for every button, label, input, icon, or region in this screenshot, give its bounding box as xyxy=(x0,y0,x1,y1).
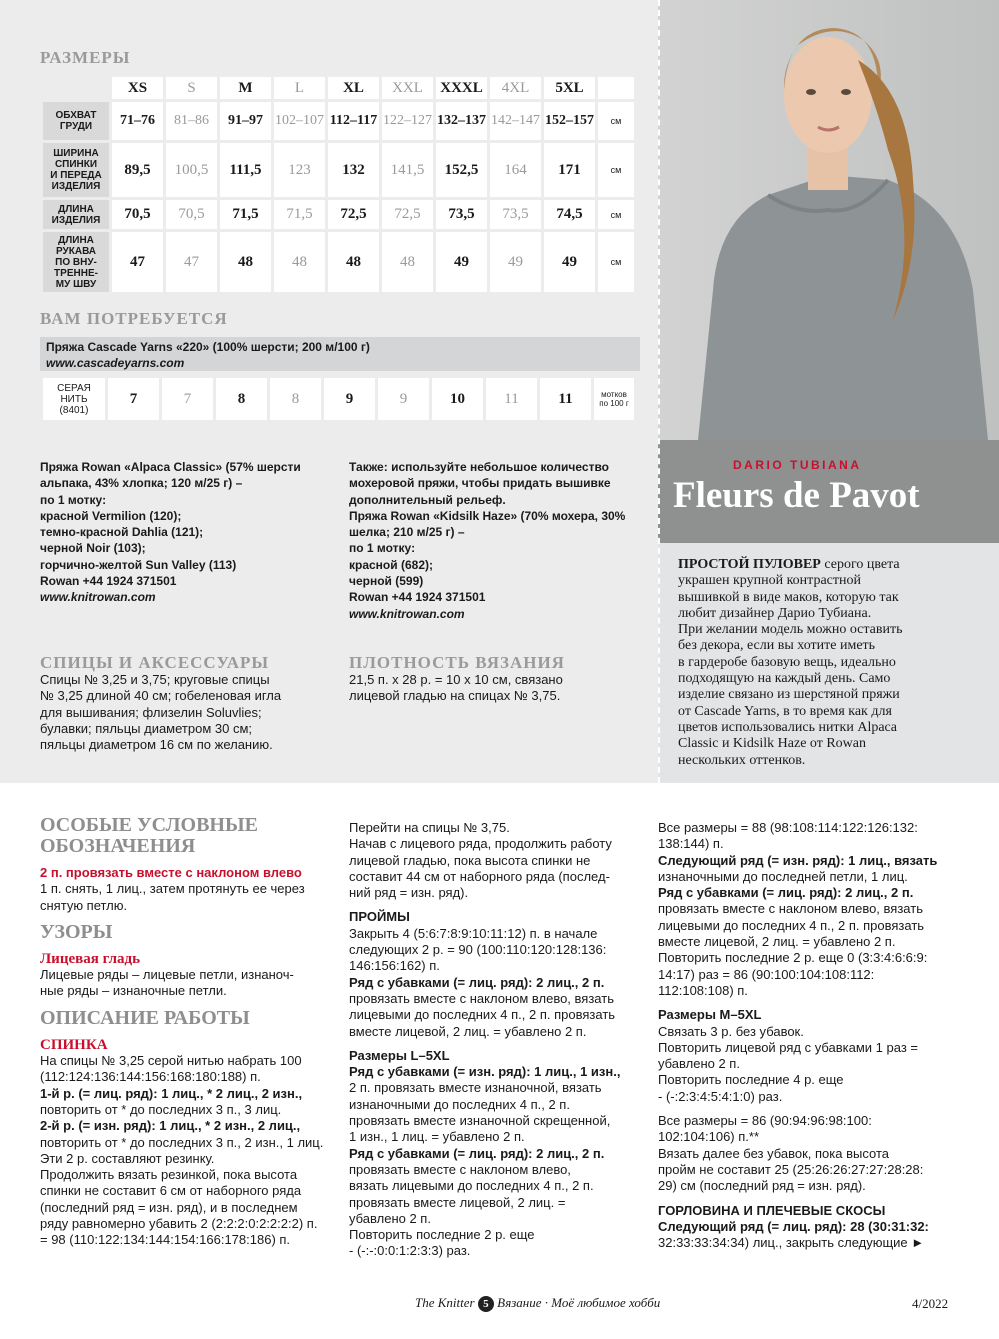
text-line: 2-й р. (= изн. ряд): 1 лиц., * 2 изн., 2 лиц., xyxy=(40,1118,301,1134)
text-line: Начав с лицевого ряда, продолжить работу xyxy=(349,836,612,852)
text-line: провязать вместе с наклоном влево, xyxy=(349,1161,571,1177)
text-line: лицевой гладью, пока высота спинки не xyxy=(349,852,591,868)
label-line: НИТЬ xyxy=(60,393,88,405)
text-line: вместе лицевой, 2 лиц. = убавлено 2 п. xyxy=(349,1023,587,1039)
text-line: составит 44 см от наборного ряда (послед- xyxy=(349,868,610,884)
size-header: XL xyxy=(328,77,379,99)
text-line: провязать вместе лицевой, 2 лиц. = xyxy=(349,1194,566,1210)
text-line: 1-й р. (= лиц. ряд): 1 лиц., * 2 лиц., 2 изн., xyxy=(40,1085,303,1101)
column-1 xyxy=(40,815,323,1249)
text-line: для вышивания; флизелин Soluvlies; xyxy=(40,704,262,720)
also-block xyxy=(349,459,625,622)
footer xyxy=(415,1295,660,1312)
table-cell: 72,5 xyxy=(382,200,433,229)
text-line: Продолжить вязать резинкой, пока высота xyxy=(40,1167,298,1183)
text-line: ряду равномерно убавить 2 (2:2:2:0:2:2:2:2) п. xyxy=(40,1216,318,1232)
label-line: ОБХВАТ xyxy=(55,110,97,121)
intro-lead: ПРОСТОЙ ПУЛОВЕР xyxy=(678,557,821,572)
text-line: провязать вместе с наклоном влево, вязать xyxy=(349,990,614,1006)
table-cell: 47 xyxy=(112,232,163,292)
text-line: Ряд с убавками (= лиц. ряд): 2 лиц., 2 п. xyxy=(658,885,914,901)
label-line: СЕРАЯ xyxy=(57,382,91,394)
text-line: спинки не составит 6 см от наборного ряда xyxy=(40,1183,302,1199)
text-line: При желании модель можно оставить xyxy=(678,622,903,638)
text-line: лицевой гладью на спицах № 3,75. xyxy=(349,688,561,704)
text-line: - (-:-:0:0:1:2:3:3) раз. xyxy=(349,1243,471,1259)
text-line: провязать вместе с наклоном влево, вязать xyxy=(658,901,923,917)
table-cell: 142–147 xyxy=(490,102,541,140)
symbols-title: ОБОЗНАЧЕНИЯ xyxy=(40,835,196,857)
text-line: Следующий ряд (= изн. ряд): 1 лиц., вязать xyxy=(658,852,938,868)
size-header: 4XL xyxy=(490,77,541,99)
row-label-width xyxy=(43,143,109,197)
text-line: 146:156:162) п. xyxy=(349,958,440,974)
dashed-divider xyxy=(658,0,660,783)
text-line: Связать 3 р. без убавок. xyxy=(658,1023,804,1039)
text-line: 2 п. провязать вместе изнаночной, вязать xyxy=(349,1080,602,1096)
text-line: Повторить последние 4 р. еще xyxy=(658,1072,844,1088)
text-line: Повторить последние 2 р. еще 0 (3:3:4:6:6:9: xyxy=(658,950,928,966)
text-line: изнаночными до последней петли, 1 лиц. xyxy=(658,868,908,884)
sizes-title: РАЗМЕРЫ xyxy=(40,48,131,67)
text-line: мохеровой пряжи, чтобы придать вышивке xyxy=(349,476,611,491)
text-line: На спицы № 3,25 серой нитью набрать 100 xyxy=(40,1053,302,1069)
description-title: ОПИСАНИЕ РАБОТЫ xyxy=(40,1006,250,1029)
text-line: № 3,25 длиной 40 см; гобеленовая игла xyxy=(40,688,282,704)
text-line: изделие связано из шерстяной пряжи xyxy=(678,687,900,703)
text-line: вязать лицевыми до последних 4 п., 2 п. xyxy=(349,1178,594,1194)
table-cell: 7 xyxy=(162,378,213,420)
text-line: без декора, если вы хотите иметь xyxy=(678,638,876,654)
table-cell: 11 xyxy=(486,378,537,420)
text-line: 138:144) п. xyxy=(658,836,724,852)
size-header: L xyxy=(274,77,325,99)
unit-cell: см xyxy=(598,232,634,292)
text-line: Все размеры = 88 (98:108:114:122:126:132: xyxy=(658,820,918,835)
text-line: любит дизайнер Дарио Тубиана. xyxy=(678,605,872,621)
text-line: (112:124:136:144:156:168:180:188) п. xyxy=(40,1069,261,1085)
table-cell: 71–76 xyxy=(112,102,163,140)
needles-text xyxy=(40,672,281,753)
text-line: изнаночными до последних 4 п., 2 п. xyxy=(349,1096,570,1112)
needles-title: СПИЦЫ И АКСЕССУАРЫ xyxy=(40,653,270,672)
text-line: Ряд с убавками (= изн. ряд): 1 лиц., 1 изн., xyxy=(349,1064,621,1080)
table-cell: 8 xyxy=(216,378,267,420)
pattern-name: Лицевая гладь xyxy=(40,950,141,967)
text-line: (последний ряд = изн. ряд), и в последнем xyxy=(40,1199,298,1215)
label-line: ДЛИНА xyxy=(58,234,94,246)
text-line: убавлено 2 п. xyxy=(658,1056,740,1072)
label-line: ДЛИНА xyxy=(58,203,94,215)
table-cell: 89,5 xyxy=(112,143,163,197)
skeins-table xyxy=(40,375,637,423)
text-line: по 1 мотку: xyxy=(40,492,107,507)
table-cell: 7 xyxy=(108,378,159,420)
back-title: СПИНКА xyxy=(40,1036,108,1053)
table-cell: 102–107 xyxy=(274,102,325,140)
size-header: XXXL xyxy=(436,77,487,99)
intro-first: серого цвета xyxy=(820,557,900,572)
sizes-corner xyxy=(43,77,109,99)
text-line: цветов использовались нитки Alpaca xyxy=(678,719,897,735)
table-cell: 73,5 xyxy=(490,200,541,229)
table-cell: 171 xyxy=(544,143,595,197)
table-cell: 141,5 xyxy=(382,143,433,197)
sizes-subtitle: Размеры L–5XL xyxy=(349,1047,450,1063)
table-cell: 132–137 xyxy=(436,102,487,140)
table-cell: 100,5 xyxy=(166,143,217,197)
column-2 xyxy=(349,820,620,1260)
text-line: булавки; пяльцы диаметром 30 см; xyxy=(40,720,253,736)
text-line: 14:17) раз = 86 (90:100:104:108:112: xyxy=(658,966,875,982)
text-line: 32:33:33:34:34) лиц., закрыть следующие ► xyxy=(658,1235,925,1251)
text-line: вместе лицевой, 2 лиц. = убавлено 2 п. xyxy=(658,934,896,950)
tagline: Вязание · Моё любимое хобби xyxy=(497,1295,661,1310)
text-line: Закрыть 4 (5:6:7:8:9:10:11:12) п. в начале xyxy=(349,925,598,941)
label-line: ИЗДЕЛИЯ xyxy=(51,214,101,226)
label-line: РУКАВА xyxy=(55,245,97,257)
table-cell: 70,5 xyxy=(166,200,217,229)
label-line: ГРУДИ xyxy=(59,121,93,132)
unit-cell: см xyxy=(598,200,634,229)
model-title: Fleurs de Pavot xyxy=(673,475,920,516)
rowan-link[interactable]: www.knitrowan.com xyxy=(40,590,156,605)
table-cell: 48 xyxy=(274,232,325,292)
table-cell: 48 xyxy=(328,232,379,292)
text-line: лицевыми до последних 4 п., 2 п. провязать xyxy=(349,1007,616,1023)
text-line: Эти 2 р. составляют резинку. xyxy=(40,1150,215,1166)
text-line: Rowan +44 1924 371501 xyxy=(40,574,177,589)
page-number: 5 xyxy=(478,1296,494,1312)
table-cell: 122–127 xyxy=(382,102,433,140)
text-line: красной Vermilion (120); xyxy=(40,508,182,523)
text-line: убавлено 2 п. xyxy=(349,1210,431,1226)
text-line: по 1 мотку: xyxy=(349,541,416,556)
skein-label xyxy=(43,378,105,420)
text-line: вышивкой в виде маков, которую так xyxy=(678,589,899,605)
unit-cell: см xyxy=(598,143,634,197)
text-line: - (-:2:3:4:5:4:1:0) раз. xyxy=(658,1088,783,1104)
table-cell: 11 xyxy=(540,378,591,420)
needs-title: ВАМ ПОТРЕБУЕТСЯ xyxy=(40,309,228,328)
table-cell: 48 xyxy=(220,232,271,292)
size-header: S xyxy=(166,77,217,99)
table-cell: 71,5 xyxy=(220,200,271,229)
text-line: 102:104:106) п.** xyxy=(658,1129,760,1145)
table-cell: 49 xyxy=(436,232,487,292)
text-line: черной Noir (103); xyxy=(40,541,146,556)
size-header: XS xyxy=(112,77,163,99)
text-line: нескольких оттенков. xyxy=(678,752,806,768)
text-line: лицевыми до последних 4 п., 2 п. провязать xyxy=(658,917,925,933)
text-line: снятую петлю. xyxy=(40,897,128,913)
text-line: украшен крупной контрастной xyxy=(678,573,861,589)
row-label-length xyxy=(43,200,109,229)
text-line: Пряжа Rowan «Alpaca Classic» (57% шерсти xyxy=(40,460,301,474)
text-line: Вязать далее без убавок, пока высота xyxy=(658,1145,889,1161)
row-label-sleeve xyxy=(43,232,109,292)
label-line: ИЗДЕЛИЯ xyxy=(51,181,101,192)
text-line: 112:108:108) п. xyxy=(658,982,748,998)
table-cell: 81–86 xyxy=(166,102,217,140)
text-line: черной (599) xyxy=(349,574,424,589)
text-line: от Cascade Yarns, в то время как для xyxy=(678,703,892,719)
text-line: Следующий ряд (= лиц. ряд): 28 (30:31:32: xyxy=(658,1218,929,1234)
table-cell: 164 xyxy=(490,143,541,197)
text-line: повторить от * до последних 3 п., 3 лиц. xyxy=(40,1101,282,1117)
table-cell: 49 xyxy=(544,232,595,292)
label-line: И ПЕРЕДА xyxy=(50,170,102,181)
label-line: ТРЕННЕ- xyxy=(54,267,98,279)
text-line: ные ряды – изнаночные петли. xyxy=(40,983,227,999)
table-cell: 71,5 xyxy=(274,200,325,229)
label-line: по 100 г xyxy=(599,399,629,408)
text-line: Classic и Kidsilk Haze от Rowan xyxy=(678,736,867,752)
table-cell: 73,5 xyxy=(436,200,487,229)
text-line: пройм не составит 25 (25:26:26:27:27:28:28: xyxy=(658,1161,924,1177)
text-line: 1 изн., 1 лиц. = убавлено 2 п. xyxy=(349,1129,525,1145)
rowan-yarn-block xyxy=(40,459,301,606)
size-header: 5XL xyxy=(544,77,595,99)
label-line: ШИРИНА xyxy=(53,148,99,159)
label-line: МУ ШВУ xyxy=(55,278,97,290)
issue-number: 4/2022 xyxy=(912,1296,949,1311)
label-line: мотков xyxy=(601,390,627,399)
table-cell: 10 xyxy=(432,378,483,420)
table-cell: 9 xyxy=(378,378,429,420)
text-line: Повторить последние 2 р. еще xyxy=(349,1227,535,1243)
unit-cell: см xyxy=(598,102,634,140)
model-photo xyxy=(658,0,999,440)
text-line: Все размеры = 86 (90:94:96:98:100: xyxy=(658,1113,872,1129)
text-line: Также: используйте небольшое количество xyxy=(349,460,610,474)
size-header: XXL xyxy=(382,77,433,99)
text-line: подходящую на каждый день. Само xyxy=(678,671,891,687)
symbols-title: ОСОБЫЕ УСЛОВНЫЕ xyxy=(40,814,258,836)
text-line: следующих 2 р. = 90 (100:110:120:128:136: xyxy=(349,942,607,958)
table-cell: 111,5 xyxy=(220,143,271,197)
text-line: дополнительный рельеф. xyxy=(349,492,506,507)
table-cell: 9 xyxy=(324,378,375,420)
table-cell: 152,5 xyxy=(436,143,487,197)
text-line: пяльцы диаметром 16 см по желанию. xyxy=(40,737,273,753)
intro-text xyxy=(678,557,903,769)
table-cell: 123 xyxy=(274,143,325,197)
text-line: темно-красной Dahlia (121); xyxy=(40,525,204,540)
neck-title: ГОРЛОВИНА И ПЛЕЧЕВЫЕ СКОСЫ xyxy=(658,1202,886,1218)
gauge-title: ПЛОТНОСТЬ ВЯЗАНИЯ xyxy=(349,653,565,672)
text-line: провязать вместе изнаночной скрещенной, xyxy=(349,1113,611,1129)
text-line: Повторить лицевой ряд с убавками 1 раз = xyxy=(658,1039,918,1055)
table-cell: 74,5 xyxy=(544,200,595,229)
text-line: Rowan +44 1924 371501 xyxy=(349,590,486,605)
text-line: в гардеробе базовую вещь, идеально xyxy=(678,654,896,670)
text-line: 1 п. снять, 1 лиц., затем протянуть ее через xyxy=(40,881,305,897)
rowan-link[interactable]: www.knitrowan.com xyxy=(349,606,465,621)
text-line: горчично-желтой Sun Valley (113) xyxy=(40,557,237,572)
text-line: красной (682); xyxy=(349,557,433,572)
designer-name: DARIO TUBIANA xyxy=(733,458,862,472)
table-cell: 49 xyxy=(490,232,541,292)
table-cell: 48 xyxy=(382,232,433,292)
label-line: ПО ВНУ- xyxy=(55,256,97,268)
label-line: СПИНКИ xyxy=(54,159,98,170)
column-3 xyxy=(658,820,937,1251)
gauge-text xyxy=(349,672,563,705)
label-line: (8401) xyxy=(59,404,89,416)
yarn-link[interactable]: www.cascadeyarns.com xyxy=(46,356,185,370)
text-line: Перейти на спицы № 3,75. xyxy=(349,820,510,835)
table-cell: 8 xyxy=(270,378,321,420)
sizes-subtitle: Размеры M–5XL xyxy=(658,1007,762,1023)
sizes-table xyxy=(40,74,637,295)
text-line: повторить от * до последних 3 п., 2 изн., 1 лиц. xyxy=(40,1134,324,1150)
text-line: альпака, 43% хлопка; 120 м/25 г) – xyxy=(40,476,243,491)
text-line: Лицевые ряды – лицевые петли, изнаноч- xyxy=(40,967,294,983)
text-line: = 98 (110:122:134:144:154:166:178:186) п. xyxy=(40,1232,291,1248)
patterns-title: УЗОРЫ xyxy=(40,920,113,943)
text-line: Спицы № 3,25 и 3,75; круговые спицы xyxy=(40,672,270,687)
table-cell: 47 xyxy=(166,232,217,292)
table-cell: 112–117 xyxy=(328,102,379,140)
text-line: Ряд с убавками (= лиц. ряд): 2 лиц., 2 п. xyxy=(349,974,605,990)
symbol-name: 2 п. провязать вместе с наклоном влево xyxy=(40,865,302,880)
row-label-chest xyxy=(43,102,109,140)
magazine-brand: The Knitter xyxy=(415,1295,475,1310)
table-cell: 72,5 xyxy=(328,200,379,229)
skein-unit xyxy=(594,378,634,420)
size-header: M xyxy=(220,77,271,99)
table-cell: 152–157 xyxy=(544,102,595,140)
text-line: 21,5 п. х 28 р. = 10 х 10 см, связано xyxy=(349,672,563,687)
table-cell: 132 xyxy=(328,143,379,197)
yarn-line: Пряжа Cascade Yarns «220» (100% шерсти; 200 м/100 г) xyxy=(46,340,370,354)
text-line: Пряжа Rowan «Kidsilk Haze» (70% мохера, 30% xyxy=(349,508,626,523)
text-line xyxy=(678,557,903,573)
text-line: 29) см (последний ряд = изн. ряд). xyxy=(658,1178,866,1194)
armholes-title: ПРОЙМЫ xyxy=(349,909,410,925)
size-header-unit xyxy=(598,77,634,99)
text-line: ний ряд = изн. ряд). xyxy=(349,885,469,901)
table-cell: 91–97 xyxy=(220,102,271,140)
table-cell: 70,5 xyxy=(112,200,163,229)
yarn-bar xyxy=(40,337,640,371)
text-line: Ряд с убавками (= лиц. ряд): 2 лиц., 2 п. xyxy=(349,1145,605,1161)
text-line: шелка; 210 м/25 г) – xyxy=(349,525,465,540)
